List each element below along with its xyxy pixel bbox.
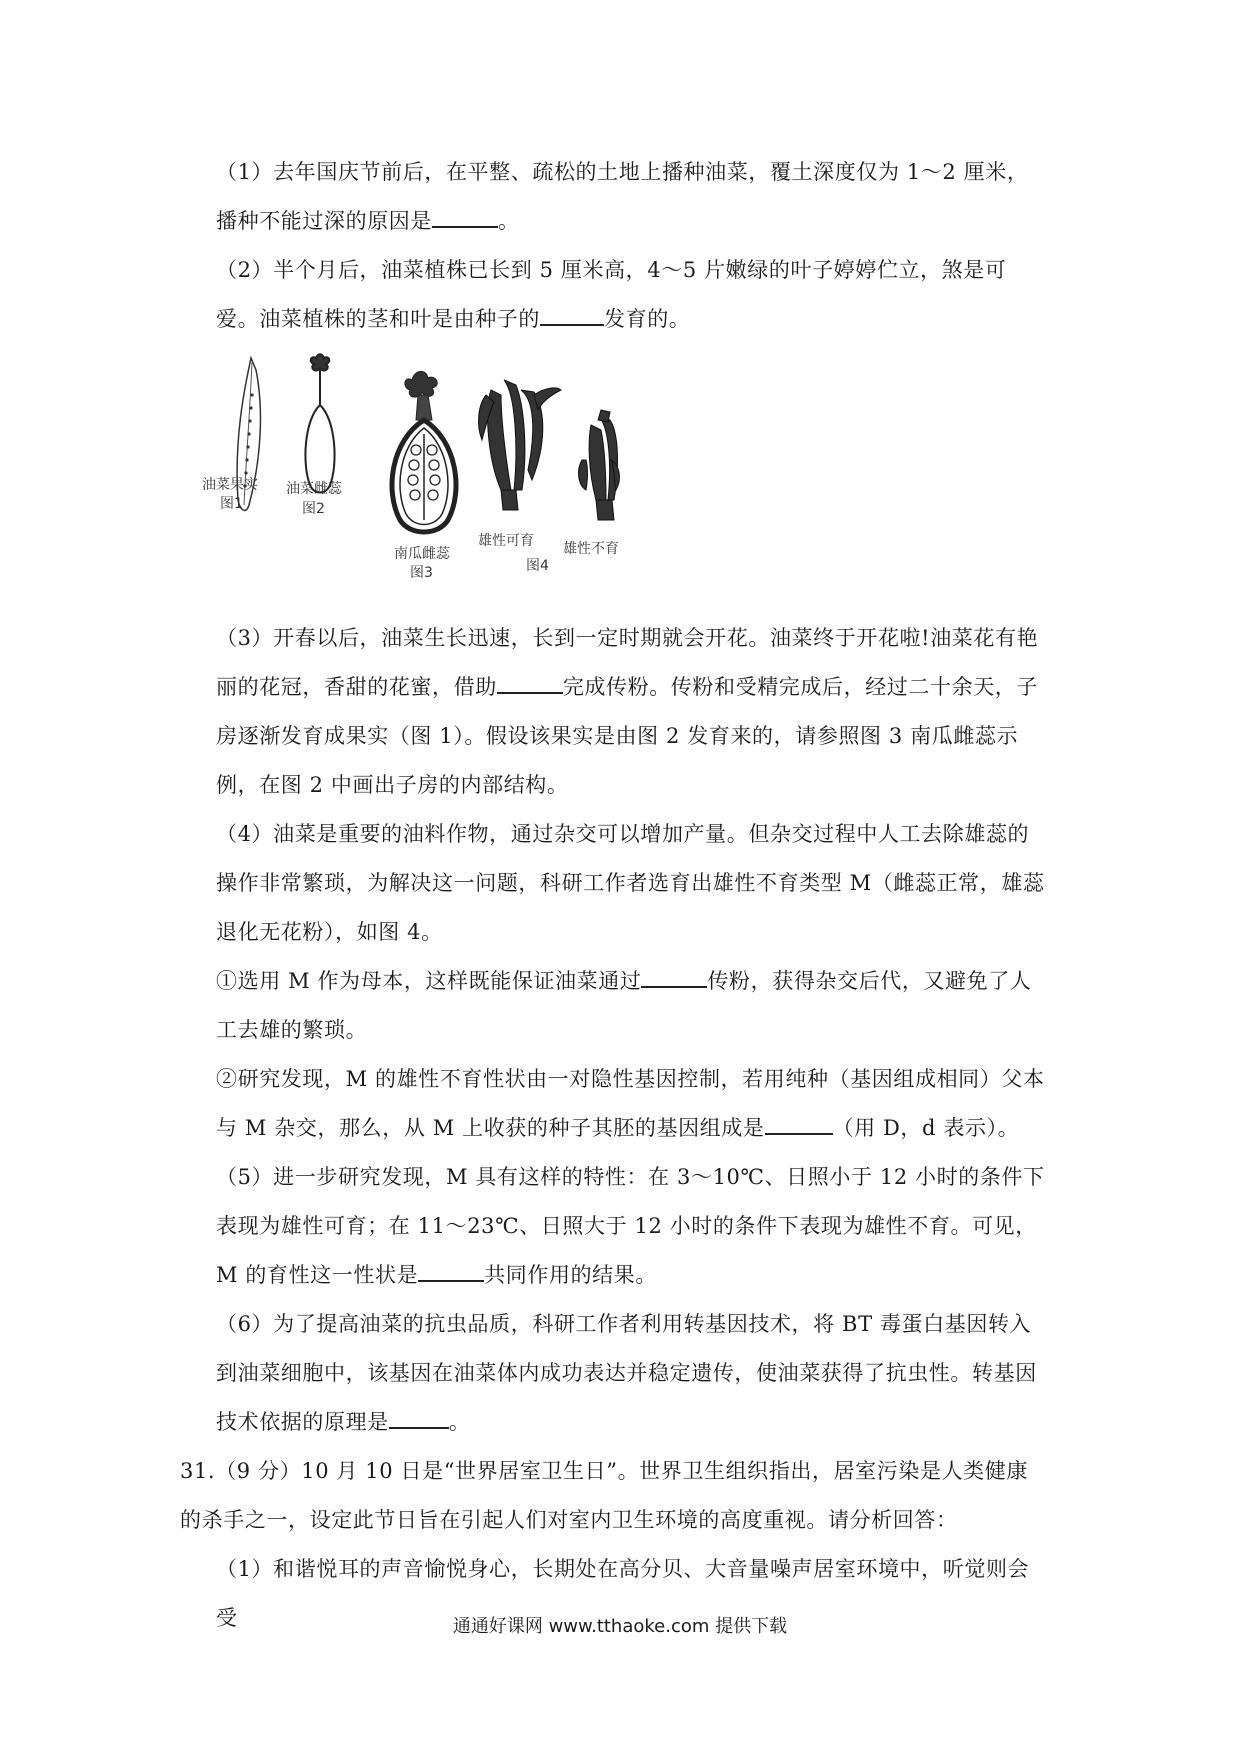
figure-3-caption: 南瓜雌蕊 — [394, 546, 450, 562]
figure-2-caption: 油菜雌蕊 — [286, 481, 342, 497]
question-3-text: （3）开春以后，油菜生长迅速，长到一定时期就会开花。油菜终于开花啦!油菜花有艳丽的花冠，香甜的花蜜，借助 — [216, 626, 1039, 699]
question-5 — [216, 1153, 1046, 1300]
answer-blank[interactable] — [540, 305, 604, 326]
question-2-tail: 发育的。 — [604, 307, 691, 331]
pumpkin-pistil-drawing — [392, 371, 456, 532]
answer-blank[interactable] — [641, 967, 707, 988]
figure-4-label: 图4 — [526, 558, 549, 574]
rapeseed-figure-group — [202, 350, 716, 590]
answer-blank[interactable] — [497, 673, 563, 694]
sterile-flower-drawing — [579, 410, 620, 520]
question-4-sub-1-text: ①选用 M 作为母本，这样既能保证油菜通过 — [216, 969, 642, 993]
figure-1-label: 图1 — [220, 496, 243, 512]
question-4 — [216, 810, 1046, 957]
rapeseed-pistil-drawing — [305, 354, 334, 492]
question-4-sub-1-tail: 传粉，获得杂交后代，又避免了人工去雄的繁琐。 — [216, 969, 1032, 1042]
figure-3-label: 图3 — [410, 565, 433, 581]
question-4-sub-2-tail: （用 D，d 表示）。 — [832, 1116, 1020, 1140]
question-31-text: 31.（9 分）10 月 10 日是“世界居室卫生日”。世界卫生组织指出，居室污染是人类健康的杀手之一，设定此节日旨在引起人们对室内卫生环境的高度重视。请分析回答： — [180, 1459, 1028, 1532]
question-1 — [216, 148, 1046, 246]
figure-4-fertile-caption: 雄性可育 — [478, 533, 534, 549]
fertile-flower-drawing — [479, 380, 561, 510]
question-5-text: （5）进一步研究发现，M 具有这样的特性：在 3～10℃、日照小于 12 小时的条件下表现为雄性可育；在 11～23℃、日照大于 12 小时的条件下表现为雄性不育。可见，M 的育性这一性状是 — [216, 1165, 1045, 1287]
question-3-tail: 完成传粉。传粉和受精完成后，经过二十余天，子房逐渐发育成果实（图 1）。假设该果实是由图 2 发育来的，请参照图 3 南瓜雌蕊示例，在图 2 中画出子房的内部结构。 — [216, 675, 1039, 797]
question-2 — [216, 246, 1046, 344]
question-1-tail: 。 — [498, 209, 520, 233]
answer-blank[interactable] — [432, 207, 498, 228]
botany-illustrations — [216, 350, 716, 590]
question-3 — [216, 614, 1046, 810]
question-6 — [216, 1300, 1046, 1447]
question-31-sub-1-text: （1）和谐悦耳的声音愉悦身心，长期处在高分贝、大音量噪声居室环境中，听觉则会受 — [216, 1557, 1030, 1630]
question-4-sub-1 — [216, 957, 1046, 1055]
question-4-sub-2 — [216, 1055, 1046, 1153]
question-2-text: （2）半个月后，油菜植株已长到 5 厘米高，4～5 片嫩绿的叶子婷婷伫立，煞是可爱。油菜植株的茎和叶是由种子的 — [216, 258, 1007, 331]
question-4-sub-2-text: ②研究发现，M 的雄性不育性状由一对隐性基因控制，若用纯种（基因组成相同）父本与 M 杂交，那么，从 M 上收获的种子其胚的基因组成是 — [216, 1067, 1045, 1140]
answer-blank[interactable] — [389, 1408, 449, 1429]
question-5-tail: 共同作用的结果。 — [484, 1263, 657, 1287]
answer-blank[interactable] — [765, 1114, 833, 1135]
footer-text: 通通好课网 www.tthaoke.com 提供下载 — [452, 1616, 788, 1637]
figure-2-label: 图2 — [302, 501, 325, 517]
question-4-text: （4）油菜是重要的油料作物，通过杂交可以增加产量。但杂交过程中人工去除雄蕊的操作非常繁琐，为解决这一问题，科研工作者选育出雄性不育类型 M（雌蕊正常，雄蕊退化无花粉），如图 4。 — [216, 822, 1045, 944]
page-footer — [0, 1612, 1240, 1638]
question-1-text: （1）去年国庆节前后，在平整、疏松的土地上播种油菜，覆土深度仅为 1～2 厘米，播种不能过深的原因是 — [216, 160, 1029, 233]
figure-1-caption: 油菜果实 — [202, 477, 258, 493]
question-6-tail: 。 — [448, 1410, 471, 1434]
figure-4-sterile-caption: 雄性不育 — [563, 541, 619, 557]
question-31 — [180, 1447, 1046, 1545]
answer-blank[interactable] — [418, 1261, 484, 1282]
question-6-text: （6）为了提高油菜的抗虫品质，科研工作者利用转基因技术，将 BT 毒蛋白基因转入到油菜细胞中，该基因在油菜体内成功表达并稳定遗传，使油菜获得了抗虫性。转基因技术依据的原理是 — [216, 1312, 1037, 1434]
